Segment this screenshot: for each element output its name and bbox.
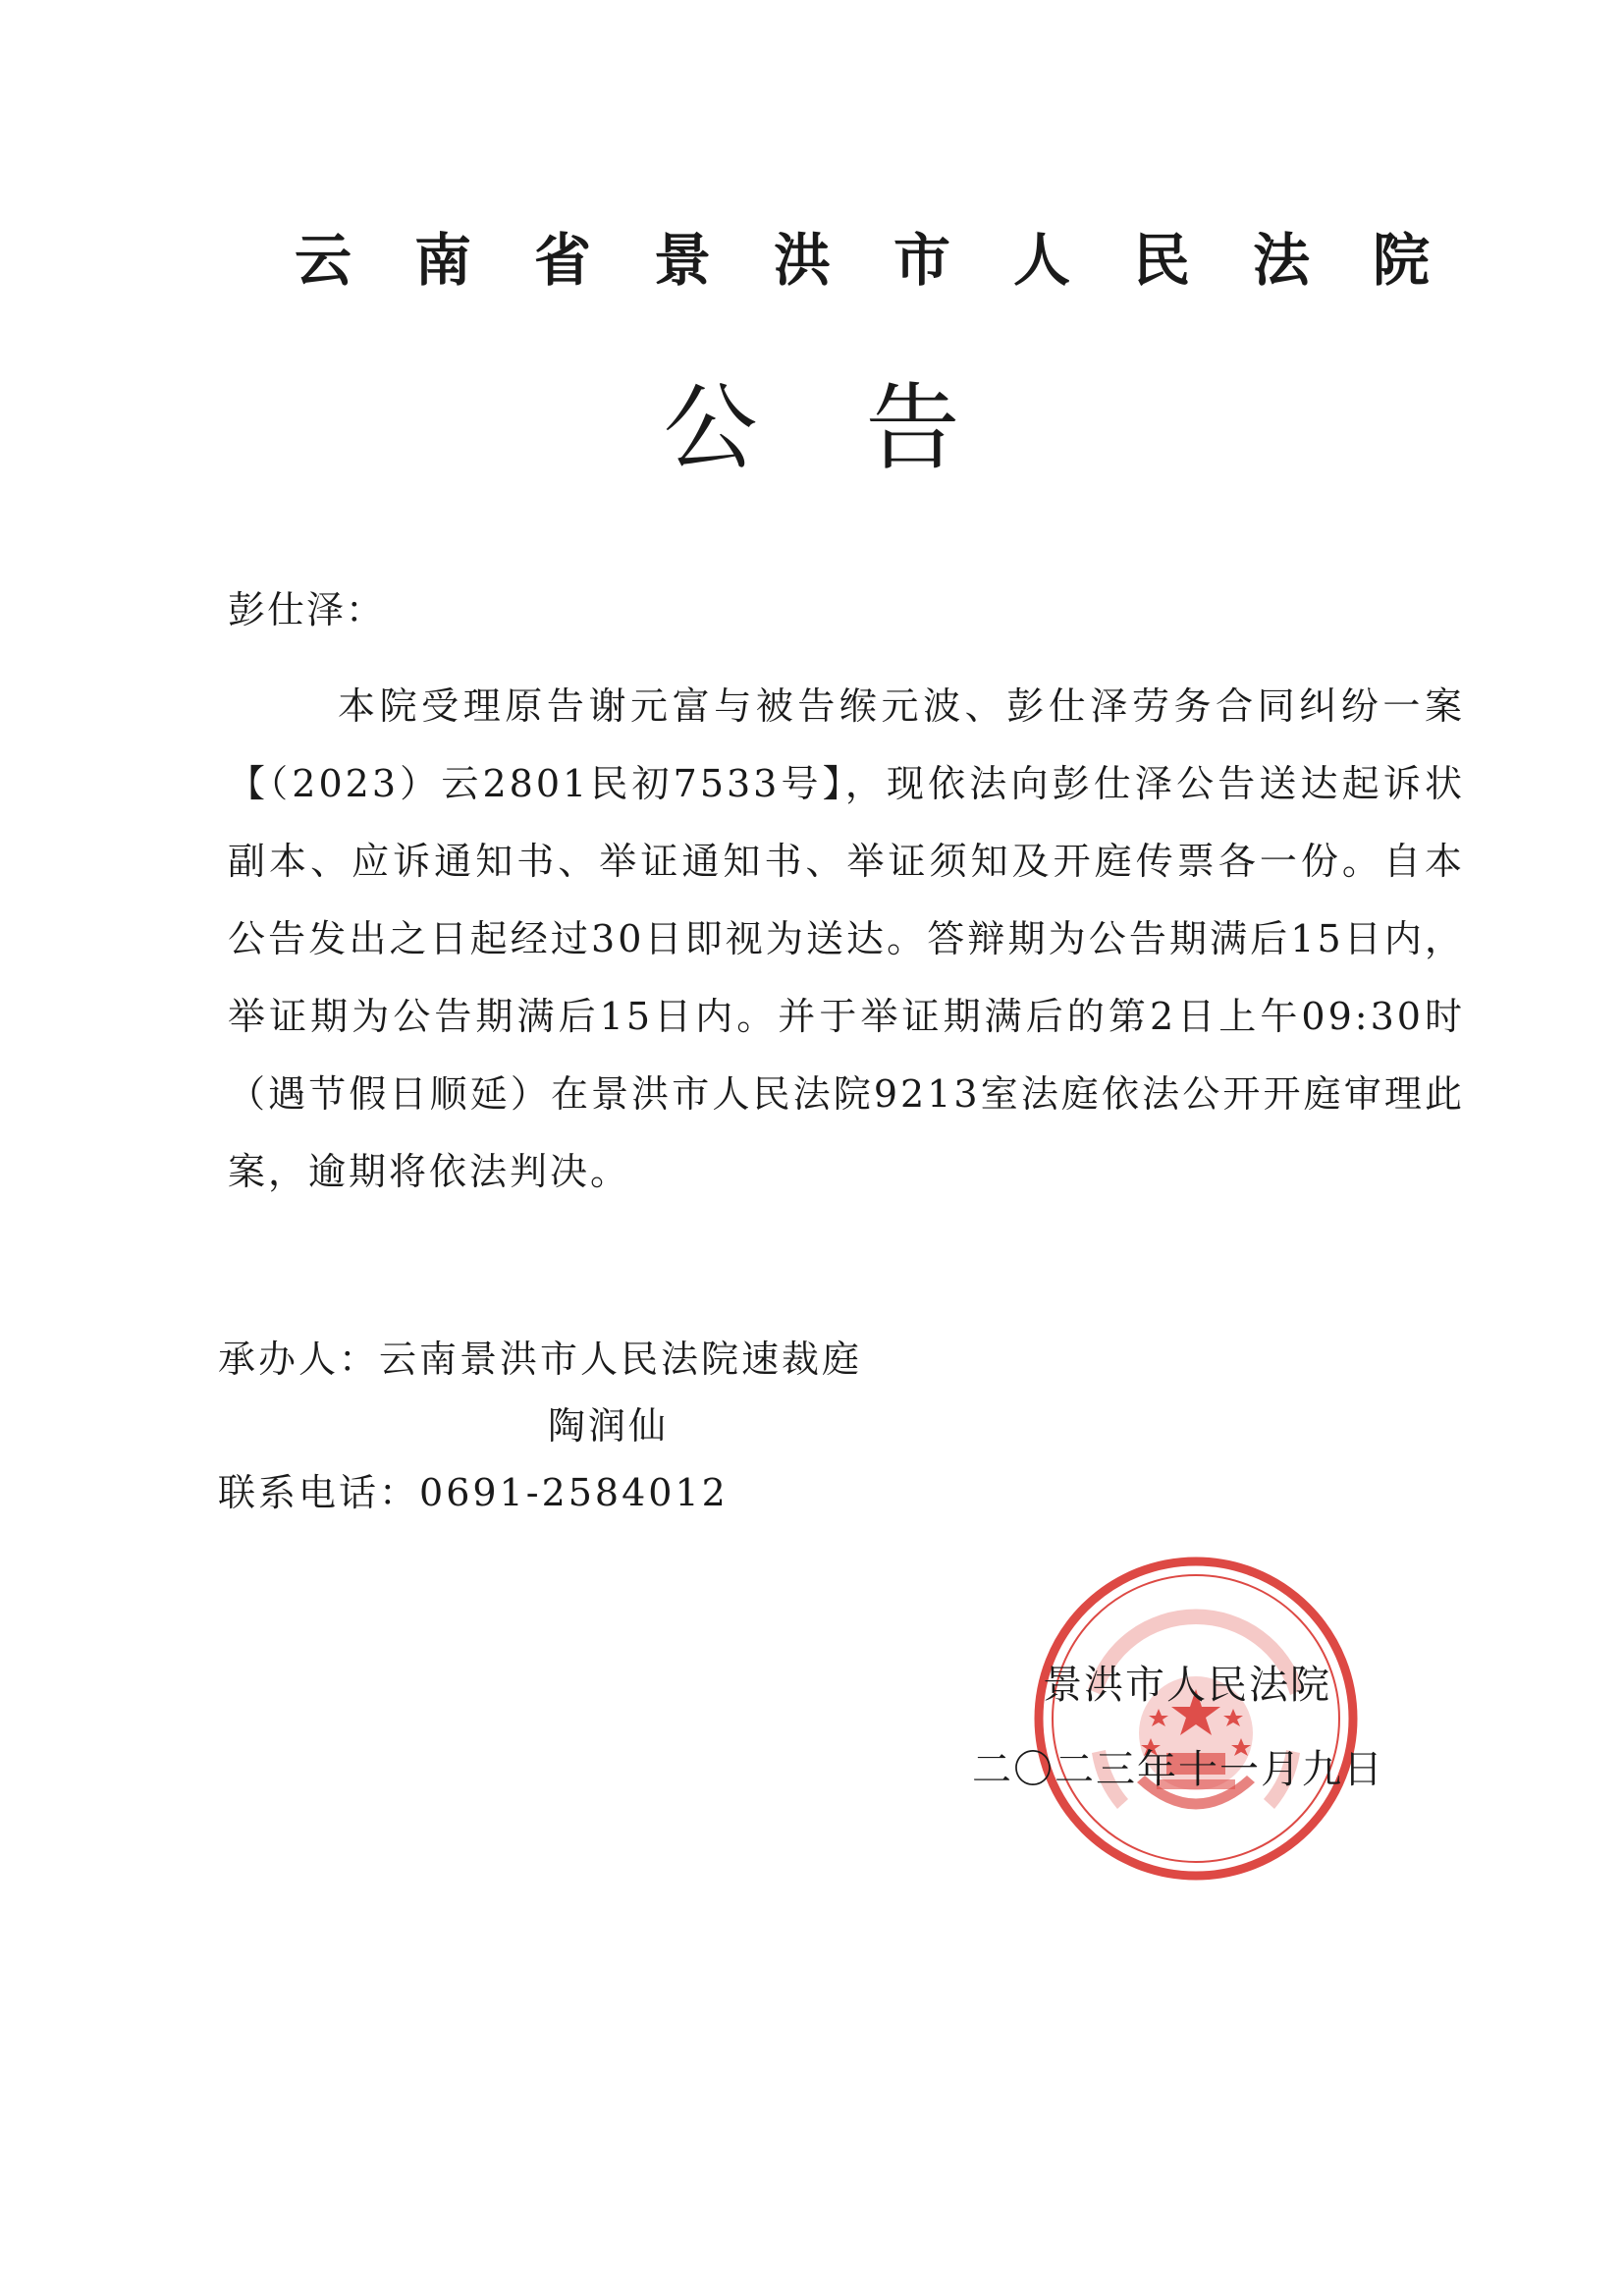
- signature-date: 二〇二三年十一月九日: [972, 1747, 1384, 1792]
- addressee: 彭仕泽：: [228, 588, 386, 631]
- court-seal-stamp: [1029, 1552, 1363, 1886]
- court-name-heading: 云南省景洪市人民法院: [295, 227, 1493, 294]
- phone-label: 联系电话：: [218, 1471, 420, 1514]
- handler-block: [218, 1326, 862, 1526]
- document-title: 公告: [663, 373, 1068, 483]
- handler-name: 陶润仙: [548, 1404, 670, 1448]
- signature-court: 景洪市人民法院: [1043, 1663, 1331, 1708]
- handler-department: 云南景洪市人民法院速裁庭: [379, 1338, 863, 1381]
- notice-body-paragraph: 本院受理原告谢元富与被告缑元波、彭仕泽劳务合同纠纷一案【（2023）云2801民初7533号】，现依法向彭仕泽公告送达起诉状副本、应诉通知书、举证通知书、举证须知及开庭传票各一份。自本公告发出之日起经过30日即视为送达。答辩期为公告期满后15日内，举证期为公告期满后15日内。并于举证期满后的第2日上午09:30时（遇节假日顺延）在景洪市人民法院9213室法庭依法公开开庭审理此案，逾期将依法判决。: [228, 684, 1465, 1193]
- phone-number: 0691-2584012: [419, 1471, 729, 1514]
- handler-label: 承办人：: [218, 1338, 380, 1381]
